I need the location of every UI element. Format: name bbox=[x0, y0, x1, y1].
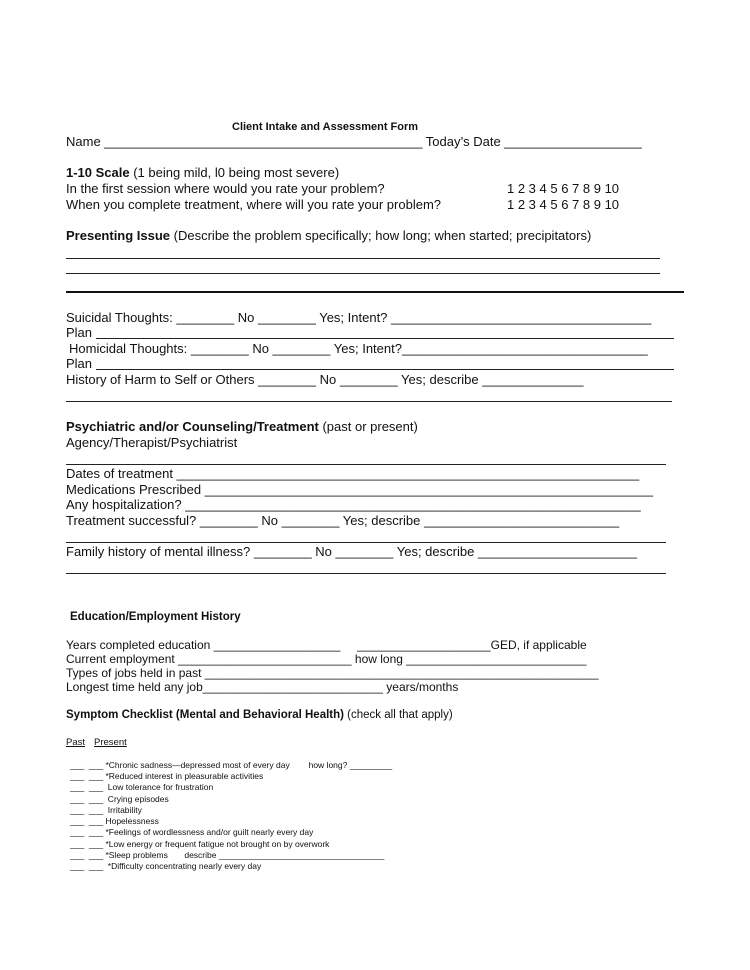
years-education-line[interactable]: Years completed education ___________________ ____________________GED, if applicable bbox=[66, 638, 587, 652]
psych-heading-rest: (past or present) bbox=[318, 419, 418, 434]
symptom-item[interactable]: ___ ___ *Chronic sadness—depressed most of every day how long? _________ bbox=[70, 760, 393, 770]
scale-heading-bold: 1-10 Scale bbox=[66, 165, 130, 180]
symptom-heading-rest: (check all that apply) bbox=[343, 709, 453, 721]
psych-heading-bold: Psychiatric and/or Counseling/Treatment bbox=[66, 419, 319, 434]
symptom-item[interactable]: ___ ___ *Sleep problems describe ___________________________________ bbox=[70, 850, 385, 860]
family-history-line[interactable]: Family history of mental illness? ________ No ________ Yes; describe ______________________ bbox=[66, 544, 637, 559]
scale-heading-rest: (1 being mild, l0 being most severe) bbox=[129, 165, 340, 180]
name-date-line[interactable]: Name ____________________________________________ Today’s Date ___________________ bbox=[66, 134, 642, 149]
suicidal-thoughts-line[interactable]: Suicidal Thoughts: ________ No ________ Yes; Intent? ____________________________________ bbox=[66, 310, 652, 325]
symptom-item[interactable]: ___ ___ *Feelings of wordlessness and/or guilt nearly every day bbox=[70, 827, 314, 837]
plan-line-1[interactable] bbox=[96, 338, 674, 339]
education-heading: Education/Employment History bbox=[70, 611, 241, 623]
symptom-item[interactable]: ___ ___ Crying episodes bbox=[70, 794, 169, 804]
types-jobs-line[interactable]: Types of jobs held in past ___________________________________________________________ bbox=[66, 666, 599, 680]
treatment-successful-line[interactable]: Treatment successful? ________ No ________ Yes; describe ___________________________ bbox=[66, 513, 620, 528]
hospitalization-line[interactable]: Any hospitalization? _______________________________________________________________ bbox=[66, 497, 641, 512]
scale-range-1[interactable]: 1 2 3 4 5 6 7 8 9 10 bbox=[507, 181, 620, 196]
form-title: Client Intake and Assessment Form bbox=[232, 121, 419, 133]
symptom-heading bbox=[66, 710, 453, 722]
homicidal-thoughts-line[interactable]: Homicidal Thoughts: ________ No ________ Yes; Intent?__________________________________ bbox=[69, 341, 648, 356]
presenting-heading-rest: (Describe the problem specifically; how long; when started; precipitators) bbox=[170, 228, 592, 243]
presenting-heading-bold: Presenting Issue bbox=[66, 228, 171, 243]
presenting-line-2[interactable] bbox=[66, 273, 660, 274]
agency-line[interactable] bbox=[66, 464, 666, 465]
treatment-describe-line[interactable] bbox=[66, 542, 666, 543]
longest-time-line[interactable]: Longest time held any job___________________________ years/months bbox=[66, 680, 459, 694]
scale-range-2[interactable]: 1 2 3 4 5 6 7 8 9 10 bbox=[507, 197, 620, 212]
plan-label-2: Plan bbox=[66, 356, 93, 371]
presenting-heading bbox=[66, 229, 591, 242]
agency-label: Agency/Therapist/Psychiatrist bbox=[66, 435, 238, 450]
psych-heading bbox=[66, 420, 418, 433]
symptom-item[interactable]: ___ ___ Low tolerance for frustration bbox=[70, 782, 214, 792]
symptom-item[interactable]: ___ ___ *Difficulty concentrating nearly every day bbox=[70, 861, 262, 871]
history-harm-line[interactable]: History of Harm to Self or Others ________ No ________ Yes; describe ______________ bbox=[66, 372, 584, 387]
plan-label-1: Plan bbox=[66, 325, 93, 340]
symptom-heading-bold: Symptom Checklist (Mental and Behavioral Health) bbox=[66, 709, 344, 721]
section-divider bbox=[66, 291, 684, 293]
plan-line-2[interactable] bbox=[96, 369, 674, 370]
column-present: Present bbox=[94, 737, 127, 748]
symptom-item[interactable]: ___ ___ *Low energy or frequent fatigue not brought on by overwork bbox=[70, 839, 330, 849]
scale-question-2: When you complete treatment, where will you rate your problem? bbox=[66, 197, 442, 212]
harm-describe-line[interactable] bbox=[66, 401, 672, 402]
scale-heading bbox=[66, 166, 339, 179]
symptom-item[interactable]: ___ ___ Irritability bbox=[70, 805, 142, 815]
symptom-item[interactable]: ___ ___ Hopelessness bbox=[70, 816, 159, 826]
symptom-item[interactable]: ___ ___ *Reduced interest in pleasurable activities bbox=[70, 771, 264, 781]
column-past: Past bbox=[66, 737, 86, 748]
presenting-line-1[interactable] bbox=[66, 258, 660, 259]
family-describe-line[interactable] bbox=[66, 573, 666, 574]
medications-line[interactable]: Medications Prescribed ______________________________________________________________ bbox=[66, 482, 653, 497]
current-employment-line[interactable]: Current employment __________________________ how long ___________________________ bbox=[66, 652, 587, 666]
dates-line[interactable]: Dates of treatment ________________________________________________________________ bbox=[66, 466, 640, 481]
scale-question-1: In the first session where would you rate your problem? bbox=[66, 181, 385, 196]
